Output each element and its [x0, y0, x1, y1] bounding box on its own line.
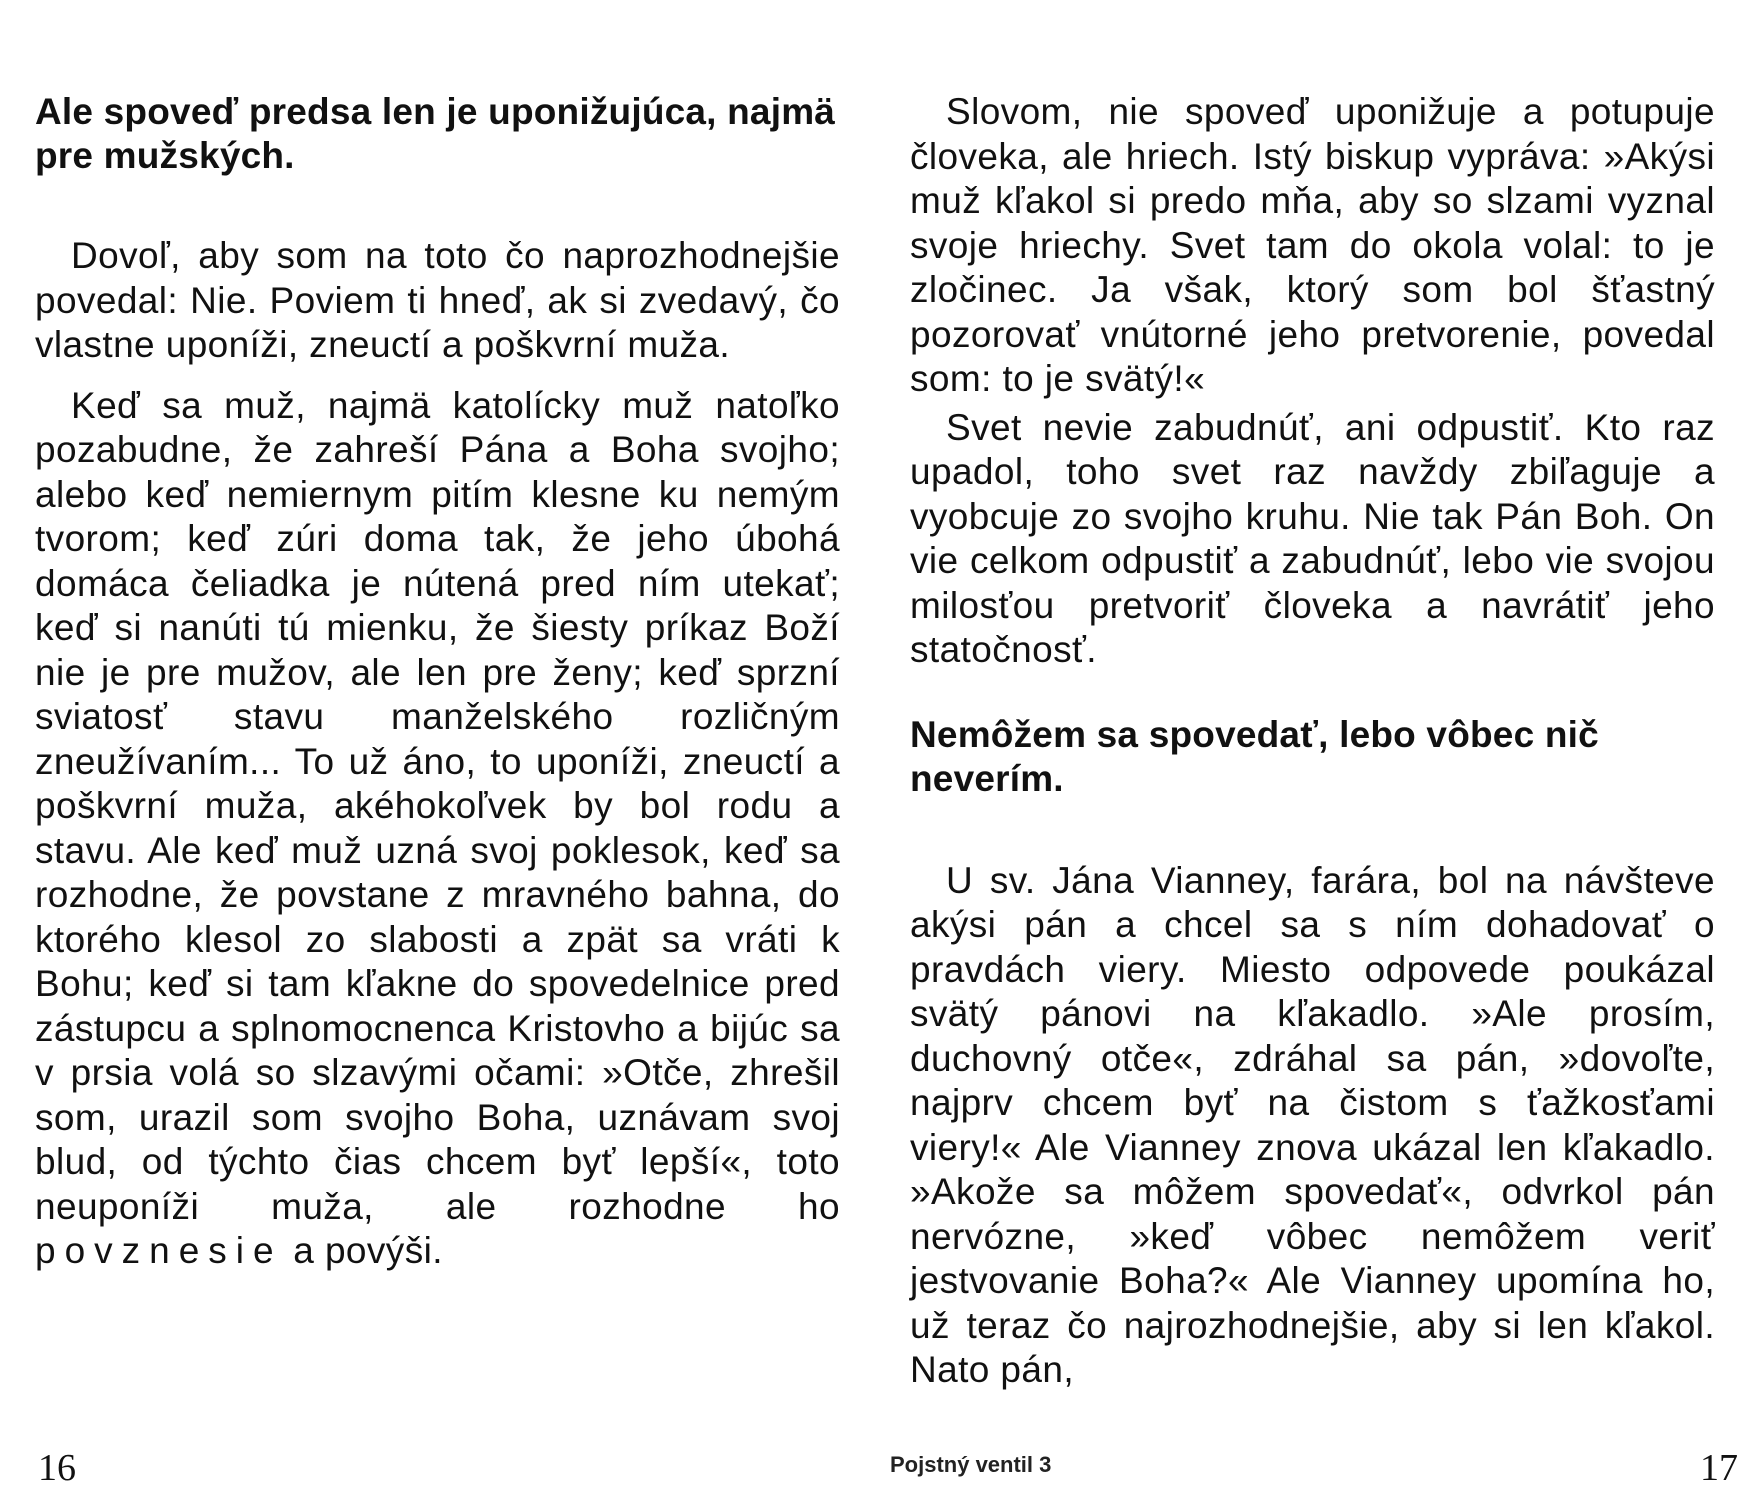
- left-page: [35, 90, 840, 1274]
- right-page: [910, 90, 1715, 1393]
- right-section-heading: Nemôžem sa spovedať, lebo vôbec nič neverím.: [910, 713, 1599, 799]
- right-paragraph-3: U sv. Jána Vianney, farára, bol na návšteve akýsi pán a chcel sa s ním dohadovať o pravdách viery. Miesto odpovede poukázal svätý pánovi na kľakadlo. »Ale prosím, duchovný otče«, zdráhal sa pán, »dovoľte, najprv chcem byť na čistom s ťažkosťami viery!« Ale Vianney znova ukázal len kľakadlo. »Akože sa môžem spovedať«, odvrkol pán nervózne, »keď vôbec nemôžem veriť jestvovanie Boha?« Ale Vianney upomína ho, už teraz čo najrozhodnejšie, aby si len kľakol. Nato pán,: [910, 859, 1715, 1390]
- right-paragraph-1: Slovom, nie spoveď uponižuje a potupuje človeka, ale hriech. Istý biskup vypráva: »Akýsi muž kľakol si predo mňa, aby so slzami vyznal svoje hriechy. Svet tam do okola volal: to je zločinec. Ja však, ktorý som bol šťastný pozorovať vnútorné jeho pretvorenie, povedal som: to je svätý!«: [910, 91, 1715, 399]
- left-paragraph-1: Dovoľ, aby som na toto čo naprozhodnejšie povedal: Nie. Poviem ti hneď, ak si zvedavý, čo vlastne uponíži, zneuctí a poškvrní muža.: [35, 235, 840, 365]
- left-section-heading: Ale spoveď predsa len je uponižujúca, najmä pre mužských.: [35, 91, 836, 176]
- left-paragraph-2-text: Keď sa muž, najmä katolícky muž natoľko pozabudne, že zahreší Pána a Boha svojho; alebo keď nemiernym pitím klesne ku nemým tvorom; keď zúri doma tak, že jeho úbohá domáca čeliadka je nútená pred ním utekať; keď si nanúti tú mienku, že šiesty príkaz Boží nie je pre mužov, ale len pre ženy; keď sprzní sviatosť stavu manželského rozličným zneužívaním... To už áno, to uponíži, zneuctí a poškvrní muža, akéhokoľvek by bol rodu a stavu. Ale keď muž uzná svoj poklesok, keď sa rozhodne, že povstane z mravného bahna, do ktorého klesol zo slabosti a zpät sa vráti k Bohu; keď si tam kľakne do spovedelnice pred zástupcu a splnomocnenca Kristovho a bijúc sa v prsia volá so slzavými očami: »Otče, zhrešil som, urazil som svojho Boha, uznávam svoj blud, od týchto čias chcem byť lepší«, toto neuponíži muža, ale rozhodne ho: [35, 384, 840, 1227]
- emphasis-word: povznesie: [35, 1230, 283, 1271]
- left-paragraph-2-closing: a povýši.: [293, 1230, 443, 1271]
- right-paragraph-2: Svet nevie zabudnúť, ani odpustiť. Kto raz upadol, toho svet raz navždy zbiľaguje a vyobcuje zo svojho kruhu. Nie tak Pán Boh. On vie celkom odpustiť a zabudnúť, lebo vie svojou milosťou pretvoriť človeka a navrátiť jeho statočnosť.: [910, 406, 1715, 670]
- page-number-left: 16: [38, 1447, 76, 1489]
- page-number-right: 17: [1700, 1447, 1738, 1489]
- signature-mark: Pojstný ventil 3: [890, 1452, 1052, 1477]
- left-paragraph-2: [35, 384, 840, 1274]
